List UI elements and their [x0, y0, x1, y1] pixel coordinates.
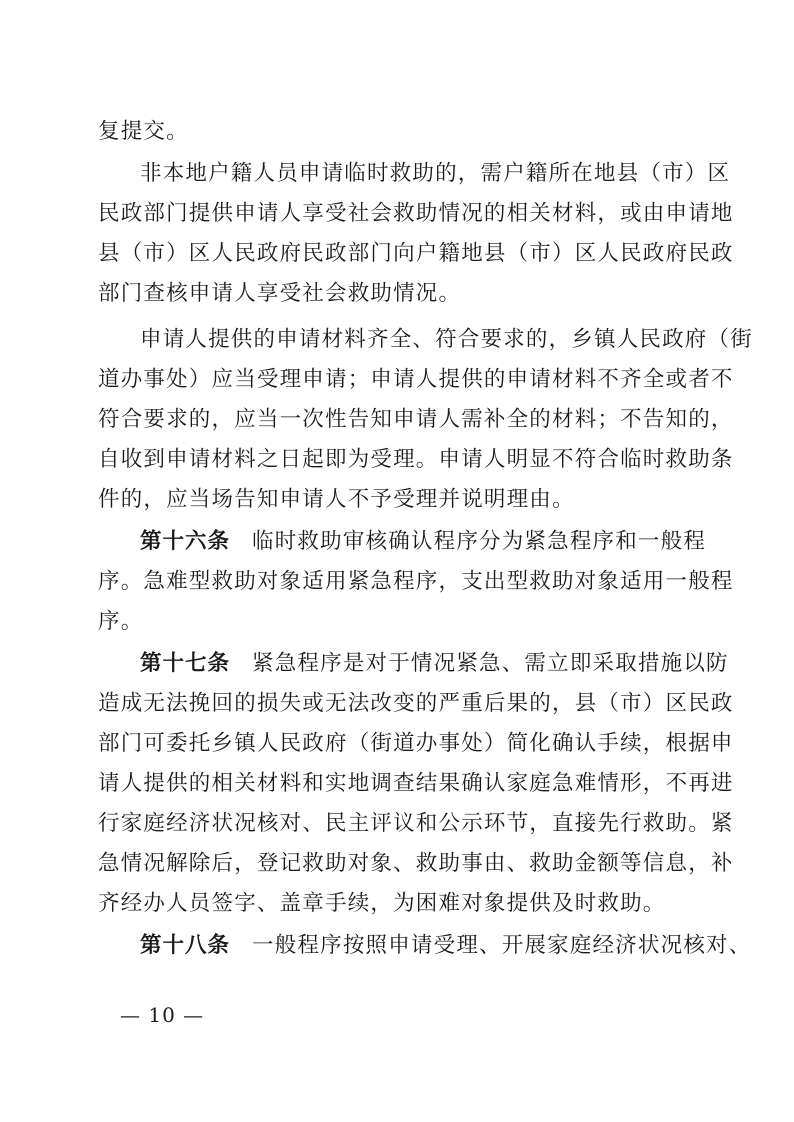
text-line: 一般程序按照申请受理、开展家庭经济状况核对、	[252, 933, 752, 958]
text-line: 急情况解除后，登记救助对象、救助事由、救助金额等信息，补	[98, 851, 734, 876]
text-line: 非本地户籍人员申请临时救助的，需户籍所在地县（市）区	[140, 161, 731, 186]
text-line: 紧急程序是对于情况紧急、需立即采取措施以防	[252, 651, 729, 676]
article-18-first-line	[140, 926, 752, 966]
text-line: 符合要求的，应当一次性告知申请人需补全的材料；不告知的，	[98, 407, 734, 432]
text-line: 部门可委托乡镇人民政府（街道办事处）简化确认手续，根据申	[98, 731, 734, 756]
text-line: 复提交。	[98, 119, 189, 144]
text-line: 序。	[98, 609, 144, 634]
text-line: 民政部门提供申请人享受社会救助情况的相关材料，或由申请地	[98, 201, 734, 226]
text-line: 齐经办人员签字、盖章手续，为困难对象提供及时救助。	[98, 891, 666, 916]
text-line: 序。急难型救助对象适用紧急程序，支出型救助对象适用一般程	[98, 569, 734, 594]
text-line: 道办事处）应当受理申请；申请人提供的申请材料不齐全或者不	[98, 367, 734, 392]
article-16-first-line	[140, 522, 707, 562]
text-line: 自收到申请材料之日起即为受理。申请人明显不符合临时救助条	[98, 447, 734, 472]
page-number: — 10 —	[120, 1003, 205, 1027]
text-line: 申请人提供的申请材料齐全、符合要求的，乡镇人民政府（街	[140, 327, 753, 352]
article-heading: 第十七条	[140, 651, 231, 676]
text-line: 县（市）区人民政府民政部门向户籍地县（市）区人民政府民政	[98, 241, 734, 266]
text-line: 部门查核申请人享受社会救助情况。	[98, 281, 462, 306]
text-line: 行家庭经济状况核对、民主评议和公示环节，直接先行救助。紧	[98, 811, 734, 836]
text-line: 临时救助审核确认程序分为紧急程序和一般程	[252, 529, 707, 554]
article-17-first-line	[140, 644, 729, 684]
article-heading: 第十八条	[140, 933, 231, 958]
text-line: 造成无法挽回的损失或无法改变的严重后果的，县（市）区民政	[98, 691, 734, 716]
text-line: 请人提供的相关材料和实地调查结果确认家庭急难情形，不再进	[98, 771, 734, 796]
article-heading: 第十六条	[140, 529, 231, 554]
text-line: 件的，应当场告知申请人不予受理并说明理由。	[98, 487, 575, 512]
